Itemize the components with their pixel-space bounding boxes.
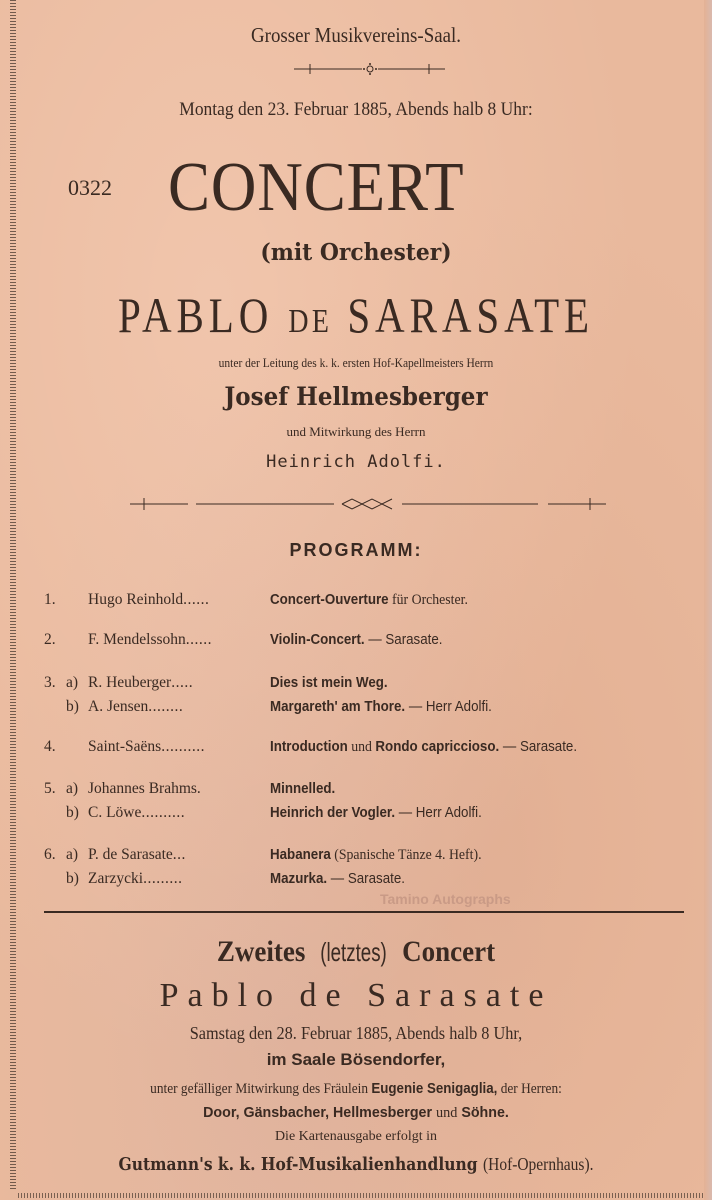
program-item-number (44, 803, 66, 823)
program-item-sub: a) (66, 846, 79, 863)
concert-subtitle: (mit Orchester) (260, 239, 452, 266)
program-item-work: Concert-Ouverture (270, 592, 389, 608)
concert-title: CONCERT (168, 149, 465, 226)
program-item-number: 5. (44, 780, 56, 797)
program-item-lead (44, 673, 266, 693)
program-item-work: Violin-Concert. (270, 632, 365, 648)
program-heading: PROGRAMM: (289, 540, 423, 560)
second-concert-performers (18, 1102, 694, 1124)
program-item-lead (44, 590, 266, 610)
program-item-composer: A. Jensen (88, 698, 149, 715)
performers-last: Söhne. (461, 1104, 509, 1121)
second-concert-date: Samstag den 28. Februar 1885, Abends halb 8 Uhr, (189, 1023, 523, 1043)
program-item (44, 803, 704, 823)
program-item-composer: F. Mendelssohn (88, 631, 186, 648)
program-item-number: 6. (44, 846, 56, 863)
program-item-number: 2. (44, 631, 56, 648)
program-item-work-group (270, 845, 482, 865)
divider-rule (44, 911, 684, 913)
program-item-number (44, 869, 66, 889)
program-item (44, 737, 704, 757)
program-item-work-second: Rondo capriccioso. (375, 739, 500, 755)
program-item-sub: b) (66, 870, 79, 887)
program-item-composer: R. Heuberger (88, 674, 172, 691)
program-item-sub: b) (66, 804, 79, 821)
program-item-lead (44, 869, 266, 889)
guests-outro: der Herren: (500, 1081, 562, 1097)
conductor-name: Josef Hellmesberger (224, 382, 488, 411)
program-item-work-group (270, 697, 492, 717)
program-item-lead (44, 697, 266, 717)
program-item-leader-dots: ...... (183, 591, 210, 608)
program-item-sub (66, 590, 88, 610)
program-item-sub: a) (66, 780, 79, 797)
program-item-composer: Zarzycki (88, 870, 144, 887)
program-item-leader-dots: ... (172, 846, 186, 863)
program-item-performer: — Herr Adolfi. (405, 699, 492, 715)
guest-intro: und Mitwirkung des Herrn (286, 424, 426, 439)
program-item (44, 697, 704, 717)
concert-date: Montag den 23. Februar 1885, Abends halb 8 Uhr: (179, 99, 533, 120)
program-item-work: Habanera (270, 847, 331, 863)
perforated-edge-bottom (18, 1193, 708, 1198)
second-concert-title-b: (letztes) (320, 937, 388, 967)
program-item-number: 4. (44, 738, 56, 755)
program-item-work: Introduction (270, 739, 348, 755)
artist-last-name: SARASATE (347, 287, 595, 343)
performers-list: Door, Gänsbacher, Hellmesberger (203, 1104, 433, 1121)
program-item-lead (44, 737, 266, 757)
second-concert-guests (28, 1078, 683, 1100)
artist-name (64, 284, 648, 346)
program-item-number (44, 697, 66, 717)
program-item-work-group (270, 630, 442, 650)
second-concert-title (36, 933, 677, 971)
program-item-work: Minnelled. (270, 781, 336, 797)
program-item (44, 779, 704, 799)
ticket-office-note: (Hof-Opernhaus). (482, 1154, 594, 1174)
program-item-leader-dots: .......... (161, 738, 205, 755)
program-item-performer: — Sarasate. (364, 632, 443, 648)
venue-heading: Grosser Musikvereins-Saal. (251, 23, 461, 47)
program-item-extra: (Spanische Tänze 4. Heft). (330, 847, 482, 863)
program-item-performer: — Sarasate. (499, 739, 578, 755)
program-item-work-group (270, 673, 388, 693)
ornament-divider-top (292, 62, 447, 76)
artist-particle: DE (288, 303, 333, 340)
program-item-work: Mazurka. (270, 871, 328, 887)
program-item (44, 590, 704, 610)
program-item-number: 1. (44, 591, 56, 608)
ticket-office-name: Gutmann's k. k. Hof-Musikalienhandlung (118, 1154, 478, 1175)
program-item (44, 869, 704, 889)
program-item-work: Dies ist mein Weg. (270, 675, 388, 691)
program-item-sub: b) (66, 698, 79, 715)
ticket-office (50, 1150, 662, 1178)
program-item-leader-dots: . (196, 780, 202, 797)
program-item-lead (44, 779, 266, 799)
guest-name: Heinrich Adolfi. (266, 452, 446, 472)
performers-und: und (435, 1105, 458, 1121)
watermark: Tamino Autographs (380, 891, 511, 907)
tickets-intro: Die Kartenausgabe erfolgt in (274, 1129, 438, 1144)
program-item-work: Margareth' am Thore. (270, 699, 406, 715)
second-concert-venue: im Saale Bösendorfer, (266, 1050, 446, 1069)
artist-first-name: PABLO (117, 287, 274, 343)
program-item-leader-dots: .......... (141, 804, 186, 821)
conductor-intro: unter der Leitung des k. k. ersten Hof-Kapellmeisters Herrn (218, 356, 494, 370)
program-item-leader-dots: ........ (148, 698, 184, 715)
program-item-leader-dots: ......... (143, 870, 183, 887)
second-concert-title-a: Zweites (216, 935, 306, 968)
ornament-divider-middle (128, 497, 608, 511)
program-item (44, 630, 704, 650)
program-item-leader-dots: ...... (185, 631, 213, 648)
program-item-performer: — Herr Adolfi. (395, 805, 482, 821)
program-item-work-group (270, 869, 405, 889)
program-item-sub: a) (66, 674, 79, 691)
program-item-composer: Saint-Saëns (88, 738, 162, 755)
program-item-sub (66, 630, 88, 650)
program-number: 0322 (68, 175, 112, 200)
program-item (44, 673, 704, 693)
program-item-composer: P. de Sarasate (88, 846, 173, 863)
program-item-work: Heinrich der Vogler. (270, 805, 396, 821)
program-item-sub (66, 737, 88, 757)
program-item-composer: Hugo Reinhold (88, 591, 184, 608)
program-item-performer: — Sarasate. (327, 871, 405, 887)
program-item-work-group (270, 590, 468, 610)
program-item-number: 3. (44, 674, 56, 691)
program-item-lead (44, 803, 266, 823)
second-concert-artist: Pablo de Sarasate (159, 977, 553, 1014)
program-item-work-group (270, 737, 577, 757)
program-item (44, 845, 704, 865)
program-item-lead (44, 845, 266, 865)
concert-title-row (0, 146, 712, 230)
guests-intro: unter gefälliger Mitwirkung des Fräulein (150, 1081, 369, 1097)
program-item-composer: C. Löwe (88, 804, 142, 821)
program-item-leader-dots: ..... (171, 674, 194, 691)
second-concert-title-c: Concert (402, 935, 496, 968)
program-item-work-group (270, 803, 482, 823)
program-item-composer: Johannes Brahms (88, 780, 197, 797)
program-item-extra: für Orchester. (388, 592, 468, 608)
guest-soloist: Eugenie Senigaglia, (371, 1081, 498, 1097)
program-item-extra: und (347, 739, 376, 755)
program-item-lead (44, 630, 266, 650)
program-item-work-group (270, 779, 335, 799)
